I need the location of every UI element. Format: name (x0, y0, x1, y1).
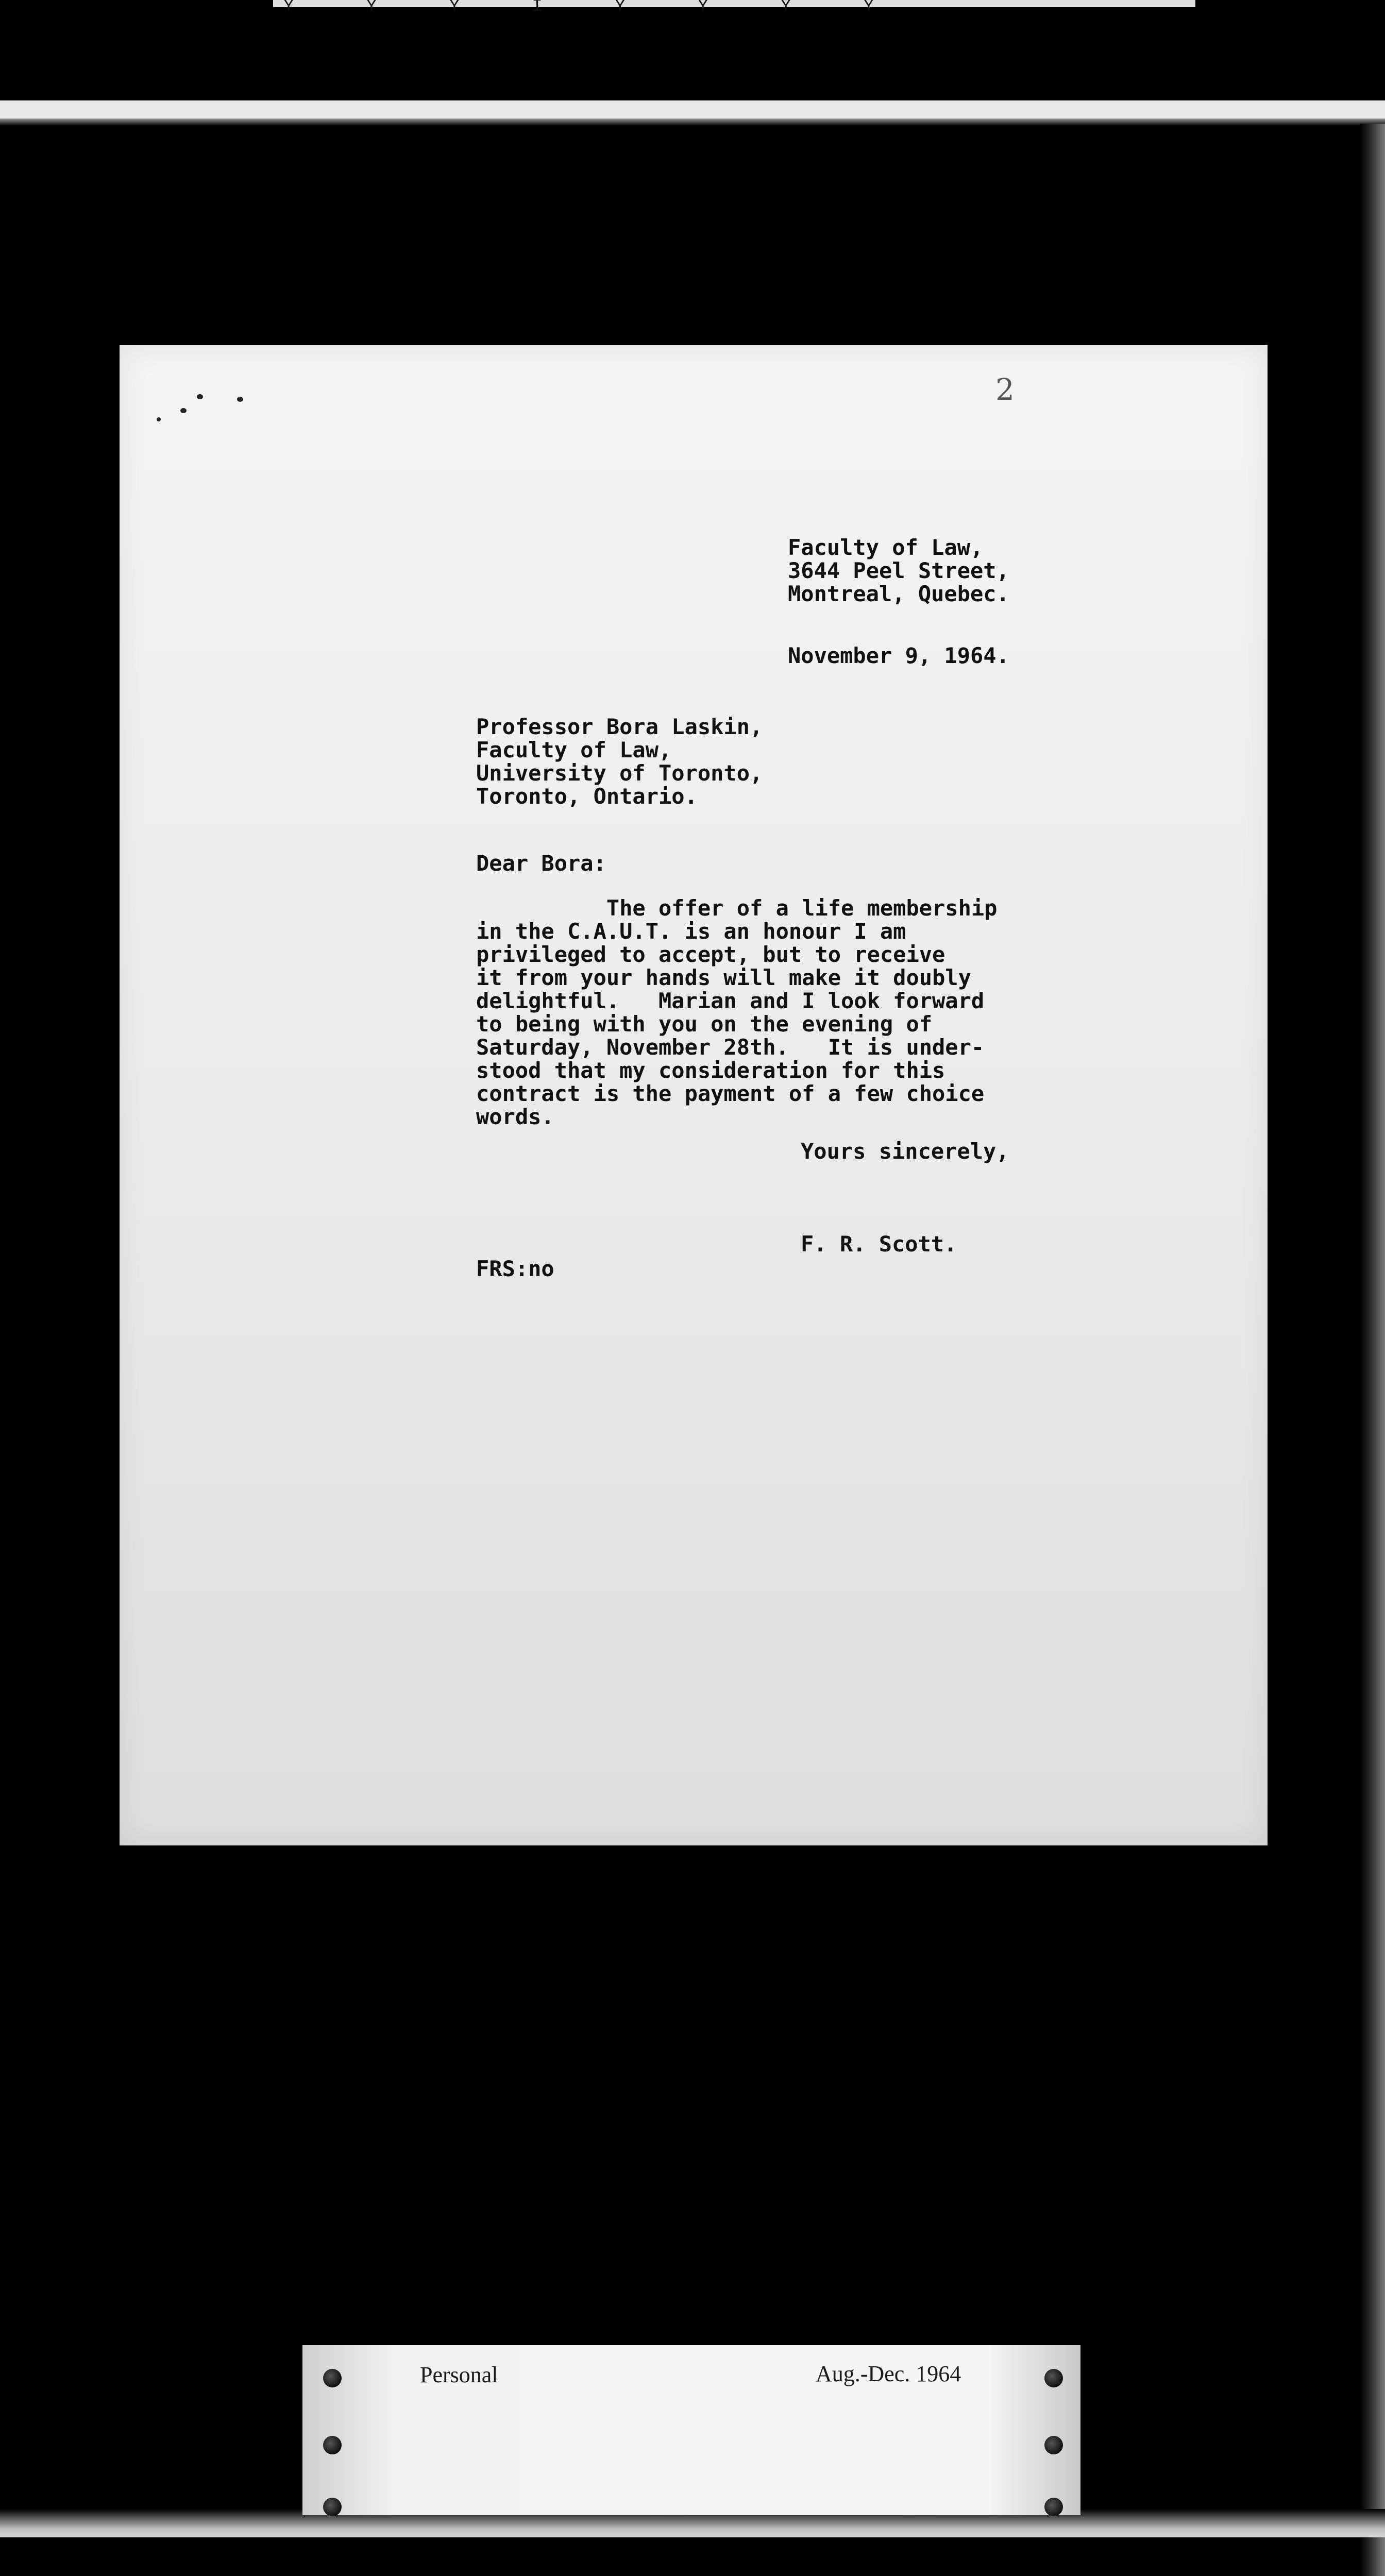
ink-speck (197, 394, 203, 399)
recipient-line: Professor Bora Laskin, (476, 714, 763, 739)
sender-address-line: Montreal, Quebec. (788, 581, 1009, 606)
ink-speck (237, 397, 243, 402)
body-line: The offer of a life membership (476, 895, 998, 921)
sender-address-line: Faculty of Law, (788, 535, 984, 560)
sender-address (788, 536, 1009, 605)
recipient-address (476, 715, 763, 808)
recipient-line: Faculty of Law, (476, 737, 672, 762)
recipient-line: Toronto, Ontario. (476, 784, 698, 809)
folder-date-range: Aug.-Dec. 1964 (816, 2361, 961, 2386)
letter-body (476, 896, 997, 1128)
corner-page-mark: 2 (995, 372, 1015, 407)
body-line: delightful. Marian and I look forward (476, 988, 985, 1013)
signature: F. R. Scott. (801, 1231, 957, 1257)
film-top-edge (273, 0, 1195, 16)
body-line: to being with you on the evening of (476, 1011, 933, 1037)
body-line: contract is the payment of a few choice (476, 1081, 985, 1106)
typist-initials: FRS:no (476, 1256, 554, 1281)
body-line: Saturday, November 28th. It is under- (476, 1035, 985, 1060)
film-frame-band-shadow (0, 118, 1385, 126)
closing: Yours sincerely, (801, 1139, 1009, 1164)
punch-hole-icon (323, 2498, 342, 2516)
body-line: stood that my consideration for this (476, 1058, 945, 1083)
salutation: Dear Bora: (476, 851, 606, 876)
film-right-edge (1360, 124, 1385, 2576)
body-line: it from your hands will make it doubly (476, 965, 971, 990)
ink-speck (157, 417, 161, 421)
sender-address-line: 3644 Peel Street, (788, 558, 1009, 583)
body-line: privileged to accept, but to receive (476, 942, 945, 967)
recipient-line: University of Toronto, (476, 760, 763, 786)
film-top-edge-text: Y Y Y I Y Y Y Y (283, 0, 905, 16)
punch-hole-icon (323, 2436, 342, 2454)
punch-hole-icon (1044, 2498, 1063, 2516)
folder-subject: Personal (420, 2362, 498, 2387)
punch-hole-icon (1044, 2369, 1063, 2387)
body-line: words. (476, 1104, 554, 1129)
punch-hole-icon (323, 2369, 342, 2387)
letter-page (120, 345, 1268, 1845)
punch-hole-icon (1044, 2436, 1063, 2454)
letter-date: November 9, 1964. (788, 643, 1009, 668)
body-line: in the C.A.U.T. is an honour I am (476, 919, 906, 944)
folder-tab-label (302, 2345, 1080, 2515)
ink-speck (180, 408, 187, 413)
